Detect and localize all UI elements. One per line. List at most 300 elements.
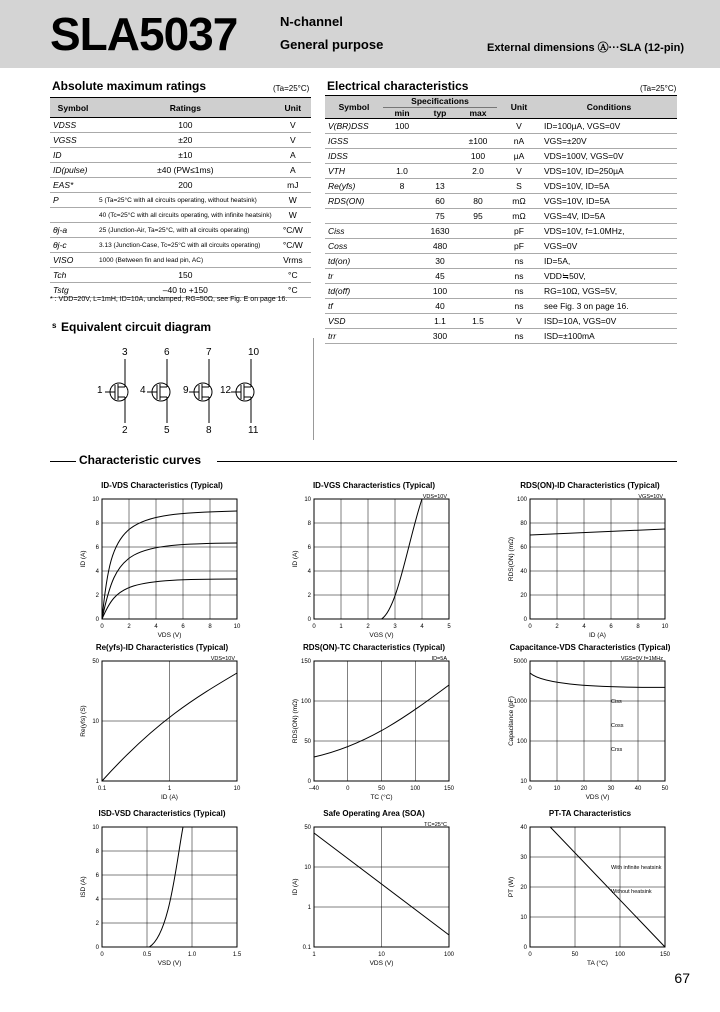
symbol-cell: tf [325, 299, 383, 314]
symbol-cell: VDSS [50, 118, 96, 133]
col-conditions: Conditions [541, 96, 677, 119]
min-cell [383, 329, 421, 344]
x-tick-label: 8 [208, 624, 212, 630]
x-tick-label: 0 [312, 624, 316, 630]
symbol-cell: IDSS [325, 149, 383, 164]
top-pin: 10 [248, 347, 260, 358]
table-row [50, 178, 311, 193]
bottom-pin: 5 [164, 425, 170, 436]
col-ratings: Ratings [96, 98, 275, 118]
typ-cell [421, 149, 459, 164]
x-tick-label: 6 [609, 624, 613, 630]
divider [313, 338, 314, 440]
symbol-cell: Ciss [325, 224, 383, 239]
chart-title: RDS(ON)-TC Characteristics (Typical) [302, 643, 446, 652]
max-cell [459, 269, 497, 284]
rule-left [50, 461, 76, 462]
x-tick-label: 10 [378, 952, 385, 958]
x-tick-label: 0 [100, 952, 104, 958]
col-symbol: Symbol [50, 98, 96, 118]
y-tick-label: 4 [307, 569, 311, 575]
y-axis-label: ID (A) [80, 550, 87, 568]
x-tick-label: 5 [447, 624, 451, 630]
y-tick-label: 8 [95, 521, 99, 527]
x-axis-label: TA (°C) [587, 960, 608, 967]
chart-note: VDS=10V [210, 656, 235, 662]
elec-title: Electrical characteristics [327, 79, 469, 93]
x-tick-label: 1 [339, 624, 343, 630]
chart-title: RDS(ON)-ID Characteristics (Typical) [520, 481, 660, 490]
typ-cell: 480 [421, 239, 459, 254]
chart-plot [72, 493, 262, 643]
max-cell: 1.5 [459, 314, 497, 329]
y-tick-label: 100 [516, 497, 527, 503]
chart-plot [72, 821, 262, 971]
y-axis-label: Capacitance (pF) [508, 696, 515, 746]
rating-cell: ±40 (PW≤1ms) [96, 163, 275, 178]
gate-pin: 9 [183, 385, 189, 396]
table-row [50, 238, 311, 253]
x-tick-label: 1.0 [187, 952, 197, 958]
table-row [325, 314, 677, 329]
min-cell [383, 314, 421, 329]
rating-cell: 200 [96, 178, 275, 193]
external-dimensions: External dimensions Ⓐ···SLA (12-pin) [486, 42, 684, 54]
y-tick-label: 150 [300, 659, 311, 665]
min-cell [383, 149, 421, 164]
min-cell [383, 284, 421, 299]
table-row [50, 118, 311, 133]
y-tick-label: 100 [516, 739, 527, 745]
symbol-cell: VTH [325, 164, 383, 179]
y-tick-label: 1 [95, 779, 99, 785]
curve [530, 529, 665, 535]
chart-title: Re(yfs)-ID Characteristics (Typical) [95, 643, 229, 652]
curve-label: Ciss [611, 699, 622, 705]
bottom-pin: 8 [206, 425, 212, 436]
y-axis-label: ID (A) [292, 878, 299, 896]
y-tick-label: 10 [92, 825, 99, 831]
typ-cell: 40 [421, 299, 459, 314]
symbol-cell: tr [325, 269, 383, 284]
y-tick-label: 5000 [513, 659, 527, 665]
table-row [50, 208, 311, 223]
y-tick-label: 2 [95, 921, 99, 927]
unit-cell: V [275, 133, 311, 148]
table-row [325, 194, 677, 209]
part-number: SLA5037 [50, 8, 238, 60]
condition-cell: VGS=0V [541, 239, 677, 254]
table-row [50, 193, 311, 208]
x-tick-label: 10 [233, 624, 241, 630]
top-pin: 6 [164, 347, 170, 358]
unit-cell: °C [275, 268, 311, 283]
x-axis-label: VGS (V) [369, 632, 394, 639]
x-tick-label: 0 [528, 952, 532, 958]
curve-label: Coss [611, 723, 624, 729]
x-tick-label: –40 [308, 786, 320, 792]
x-axis-label: VDS (V) [585, 794, 610, 801]
unit-cell: mJ [275, 178, 311, 193]
unit-cell: °C/W [275, 223, 311, 238]
rating-cell: ±20 [96, 133, 275, 148]
y-tick-label: 0 [307, 617, 311, 623]
chart-title: Capacitance-VDS Characteristics (Typical) [509, 643, 671, 652]
unit-cell: pF [497, 224, 541, 239]
y-tick-label: 6 [95, 873, 99, 879]
table-row [325, 119, 677, 134]
x-tick-label: 4 [420, 624, 424, 630]
x-tick-label: 10 [661, 624, 669, 630]
x-tick-label: 50 [661, 786, 669, 792]
x-tick-label: 150 [659, 952, 671, 958]
y-tick-label: 0 [95, 617, 99, 623]
chart-plot [500, 821, 690, 971]
typ-cell: 100 [421, 284, 459, 299]
x-tick-label: 30 [607, 786, 615, 792]
condition-cell: VDS=10V, f=1.0MHz, [541, 224, 677, 239]
symbol-cell: EAS* [50, 178, 96, 193]
max-cell: 95 [459, 209, 497, 224]
x-tick-label: 4 [582, 624, 586, 630]
chart-plot [500, 655, 690, 805]
x-tick-label: 40 [634, 786, 642, 792]
table-row [325, 299, 677, 314]
x-tick-label: 2 [555, 624, 559, 630]
table-row [50, 148, 311, 163]
table-row [325, 284, 677, 299]
table-row [50, 268, 311, 283]
symbol-cell: RDS(ON) [325, 194, 383, 209]
y-tick-label: 2 [307, 593, 311, 599]
y-tick-label: 10 [520, 915, 527, 921]
equiv-marker: s [52, 321, 57, 330]
col-unit: Unit [275, 98, 311, 118]
chart-plot [284, 821, 474, 971]
unit-cell: °C [275, 283, 311, 298]
chart-note: VGS=10V [638, 494, 663, 500]
y-tick-label: 0 [307, 779, 311, 785]
y-tick-label: 6 [307, 545, 311, 551]
table-row [325, 164, 677, 179]
x-tick-label: 100 [614, 952, 626, 958]
y-tick-label: 10 [304, 497, 311, 503]
x-tick-label: 10 [553, 786, 561, 792]
x-tick-label: 100 [443, 952, 455, 958]
min-cell [383, 239, 421, 254]
chart-note: ID=5A [431, 656, 447, 662]
y-axis-label: RDS(ON) (mΩ) [292, 698, 299, 744]
col-unit: Unit [497, 96, 541, 119]
rating-cell: ±10 [96, 148, 275, 163]
condition-cell: RG=10Ω, VGS=5V, [541, 284, 677, 299]
rating-cell: 25 (Junction-Air, Ta=25°C, with all circuits operating) [96, 223, 275, 238]
y-tick-label: 20 [520, 885, 527, 891]
rating-cell: 1000 (Between fin and lead pin, AC) [96, 253, 275, 268]
unit-cell: S [497, 179, 541, 194]
max-cell: ±100 [459, 134, 497, 149]
max-cell [459, 179, 497, 194]
chart-title: Safe Operating Area (SOA) [323, 809, 425, 818]
unit-cell: W [275, 193, 311, 208]
chart-note: VGS=0V f=1MHz [620, 656, 663, 662]
curve-label: Without heatsink [611, 889, 652, 895]
min-cell: 1.0 [383, 164, 421, 179]
table-row [325, 134, 677, 149]
curve [102, 543, 237, 619]
unit-cell: V [497, 164, 541, 179]
equivalent-circuit [90, 345, 280, 437]
x-tick-label: 0 [346, 786, 350, 792]
rating-cell: 100 [96, 118, 275, 133]
unit-cell: nA [497, 134, 541, 149]
unit-cell: V [275, 118, 311, 133]
typ-cell [421, 119, 459, 134]
curve [102, 579, 237, 619]
table-row [325, 209, 677, 224]
y-tick-label: 80 [520, 521, 527, 527]
y-tick-label: 0.1 [302, 945, 311, 951]
y-tick-label: 4 [95, 569, 99, 575]
chart-title: ID-VDS Characteristics (Typical) [101, 481, 223, 490]
y-tick-label: 0 [523, 945, 527, 951]
y-tick-label: 10 [304, 865, 311, 871]
curve [149, 827, 183, 947]
table-row [50, 163, 311, 178]
symbol-cell: td(off) [325, 284, 383, 299]
y-axis-label: ID (A) [292, 550, 299, 568]
y-tick-label: 30 [520, 855, 527, 861]
table-row [325, 254, 677, 269]
curves-title: Characteristic curves [79, 453, 202, 467]
condition-cell: VDD≒50V, [541, 269, 677, 284]
symbol-cell [325, 209, 383, 224]
typ-cell: 13 [421, 179, 459, 194]
y-tick-label: 2 [95, 593, 99, 599]
symbol-cell: Tch [50, 268, 96, 283]
condition-cell: VGS=10V, ID=5A [541, 194, 677, 209]
symbol-cell: P [50, 193, 96, 208]
unit-cell: pF [497, 239, 541, 254]
min-cell [383, 254, 421, 269]
table-row [50, 223, 311, 238]
x-tick-label: 1 [167, 786, 172, 792]
rating-cell: –40 to +150 [96, 283, 275, 298]
top-pin: 7 [206, 347, 212, 358]
y-tick-label: 50 [304, 739, 311, 745]
unit-cell: ns [497, 284, 541, 299]
unit-cell: ns [497, 299, 541, 314]
chart-title: ISD-VSD Characteristics (Typical) [98, 809, 226, 818]
symbol-cell [50, 208, 96, 223]
unit-cell: °C/W [275, 238, 311, 253]
max-cell [459, 119, 497, 134]
curve [382, 499, 423, 619]
y-tick-label: 6 [95, 545, 99, 551]
condition-cell: ISD=10A, VGS=0V [541, 314, 677, 329]
y-tick-label: 8 [307, 521, 311, 527]
x-axis-label: ID (A) [161, 794, 178, 801]
max-cell [459, 254, 497, 269]
max-cell: 80 [459, 194, 497, 209]
x-tick-label: 1 [312, 952, 316, 958]
x-axis-label: ID (A) [589, 632, 606, 639]
x-tick-label: 0 [528, 786, 532, 792]
x-tick-label: 6 [181, 624, 185, 630]
y-tick-label: 60 [520, 545, 527, 551]
x-tick-label: 20 [580, 786, 588, 792]
equiv-title: Equivalent circuit diagram [61, 320, 212, 334]
max-cell [459, 284, 497, 299]
rating-cell: 150 [96, 268, 275, 283]
chart-title: PT-TA Characteristics [548, 809, 632, 818]
col-min: min [383, 107, 421, 119]
min-cell: 100 [383, 119, 421, 134]
table-row [325, 329, 677, 344]
typ-cell: 75 [421, 209, 459, 224]
y-tick-label: 0 [95, 945, 99, 951]
condition-cell: VDS=10V, ID=5A [541, 179, 677, 194]
abs-max-table [50, 97, 311, 298]
y-axis-label: RDS(ON) (mΩ) [508, 536, 515, 582]
elec-table [325, 95, 677, 344]
unit-cell: mΩ [497, 209, 541, 224]
typ-cell: 60 [421, 194, 459, 209]
table-row [325, 239, 677, 254]
y-tick-label: 40 [520, 825, 527, 831]
x-tick-label: 50 [378, 786, 385, 792]
chart-note: TC=25°C [424, 822, 447, 828]
col-max: max [459, 107, 497, 119]
gate-pin: 4 [140, 385, 146, 396]
symbol-cell: ID(pulse) [50, 163, 96, 178]
y-axis-label: PT (W) [508, 876, 515, 898]
unit-cell: V [497, 314, 541, 329]
min-cell [383, 269, 421, 284]
symbol-cell: ID [50, 148, 96, 163]
y-tick-label: 1 [307, 905, 311, 911]
rule-right [217, 461, 677, 462]
page-number: 67 [674, 970, 690, 986]
min-cell [383, 134, 421, 149]
y-axis-label: Re(yfs) (S) [80, 705, 87, 737]
typ-cell: 1.1 [421, 314, 459, 329]
unit-cell: ns [497, 269, 541, 284]
x-tick-label: 100 [410, 786, 421, 792]
max-cell [459, 239, 497, 254]
abs-max-note: * : VDD=20V, L=1mH, ID=10A, unclamped, RG=50Ω, see Fig. E on page 16. [50, 296, 288, 303]
x-tick-label: 10 [233, 786, 241, 792]
unit-cell: W [275, 208, 311, 223]
curve-label: Crss [611, 747, 623, 753]
chart-plot [284, 493, 474, 643]
condition-cell: ID=5A, [541, 254, 677, 269]
rating-cell: 3.13 (Junction-Case, Tc=25°C with all circuits operating) [96, 238, 275, 253]
y-tick-label: 10 [92, 719, 99, 725]
unit-cell: V [497, 119, 541, 134]
y-tick-label: 50 [92, 659, 99, 665]
typ-cell: 45 [421, 269, 459, 284]
channel-type: N-channel [280, 14, 343, 29]
max-cell: 2.0 [459, 164, 497, 179]
symbol-cell: Tstg [50, 283, 96, 298]
table-row [325, 149, 677, 164]
unit-cell: mΩ [497, 194, 541, 209]
unit-cell: µA [497, 149, 541, 164]
table-row [50, 133, 311, 148]
unit-cell: ns [497, 329, 541, 344]
x-tick-label: 4 [154, 624, 158, 630]
col-specifications: Specifications [383, 96, 497, 108]
typ-cell [421, 164, 459, 179]
col-typ: typ [421, 107, 459, 119]
max-cell [459, 224, 497, 239]
y-tick-label: 8 [95, 849, 99, 855]
abs-max-cond: (Ta=25°C) [273, 84, 310, 93]
min-cell [383, 209, 421, 224]
gate-pin: 1 [97, 385, 103, 396]
bottom-pin: 2 [122, 425, 128, 436]
y-axis-label: ISD (A) [80, 876, 87, 898]
symbol-cell: θj-a [50, 223, 96, 238]
y-tick-label: 10 [520, 779, 527, 785]
x-axis-label: TC (°C) [370, 794, 393, 801]
x-tick-label: 8 [636, 624, 640, 630]
chart-note: VDS=10V [422, 494, 447, 500]
min-cell [383, 224, 421, 239]
max-cell [459, 329, 497, 344]
typ-cell [421, 134, 459, 149]
x-axis-label: VDS (V) [369, 960, 394, 967]
condition-cell: ISD=±100mA [541, 329, 677, 344]
purpose: General purpose [280, 37, 384, 52]
condition-cell: VDS=10V, ID=250µA [541, 164, 677, 179]
max-cell [459, 299, 497, 314]
curve [530, 673, 665, 687]
bottom-pin: 11 [248, 425, 259, 436]
y-tick-label: 50 [304, 825, 311, 831]
typ-cell: 1630 [421, 224, 459, 239]
table-row [50, 253, 311, 268]
min-cell: 8 [383, 179, 421, 194]
symbol-cell: Re(yfs) [325, 179, 383, 194]
y-tick-label: 4 [95, 897, 99, 903]
top-pin: 3 [122, 347, 128, 358]
table-row [325, 269, 677, 284]
condition-cell: see Fig. 3 on page 16. [541, 299, 677, 314]
elec-cond: (Ta=25°C) [640, 84, 677, 93]
x-tick-label: 0 [528, 624, 532, 630]
chart-plot [500, 493, 690, 643]
symbol-cell: VISO [50, 253, 96, 268]
symbol-cell: VSD [325, 314, 383, 329]
x-tick-label: 3 [393, 624, 397, 630]
chart-plot [72, 655, 262, 805]
x-tick-label: 0.1 [97, 786, 107, 792]
x-tick-label: 50 [571, 952, 579, 958]
symbol-cell: Coss [325, 239, 383, 254]
typ-cell: 30 [421, 254, 459, 269]
y-tick-label: 0 [523, 617, 527, 623]
unit-cell: A [275, 163, 311, 178]
x-tick-label: 0.5 [142, 952, 152, 958]
x-axis-label: VSD (V) [157, 960, 182, 967]
gate-pin: 12 [220, 385, 232, 396]
table-row [325, 179, 677, 194]
abs-max-title: Absolute maximum ratings [52, 79, 207, 93]
chart-plot [284, 655, 474, 805]
unit-cell: Vrms [275, 253, 311, 268]
